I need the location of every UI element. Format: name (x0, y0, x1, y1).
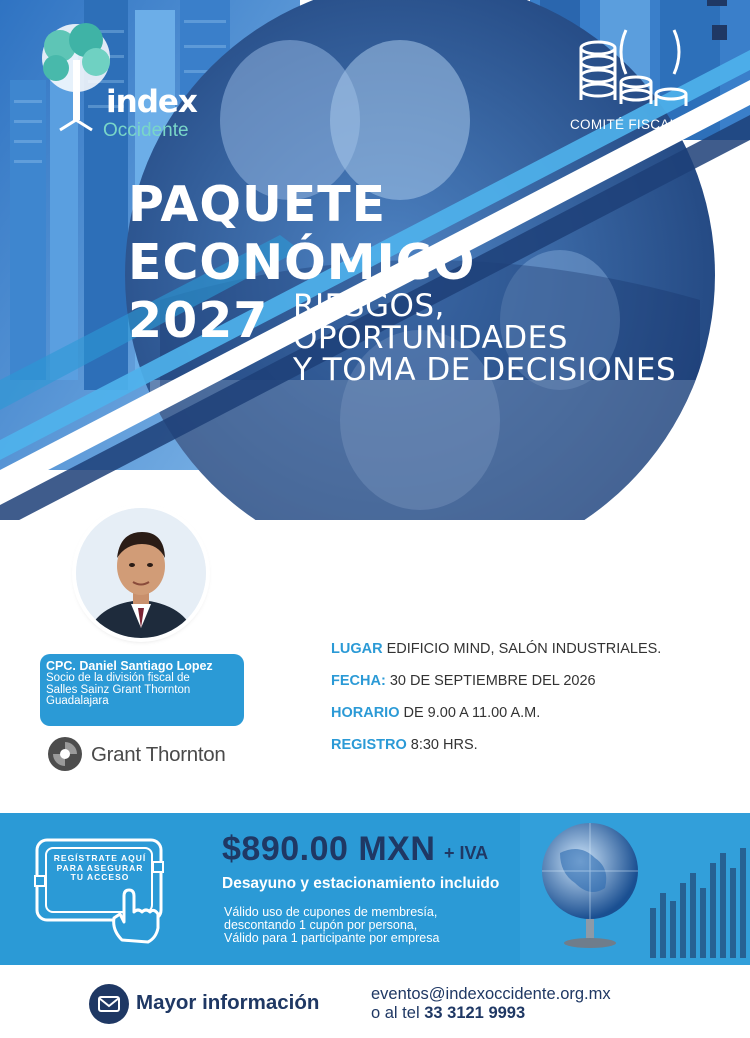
register-badge-line: TU ACCESO (70, 872, 130, 882)
register-badge-line: PARA ASEGURAR (56, 862, 144, 873)
detail-label: FECHA: (331, 673, 386, 689)
speaker-desc-line: Socio de la división fiscal de (46, 672, 190, 684)
sponsor-name: Grant Thornton (91, 743, 226, 766)
price-amount: $890.00 MXN (222, 830, 436, 868)
title-line-2: ECONÓMICO (128, 234, 476, 291)
speaker-desc-line: Salles Sainz Grant Thornton (46, 683, 191, 696)
register-badge-line: REGÍSTRATE AQUÍ (53, 853, 147, 863)
occidente-logo-text: Occidente (103, 120, 189, 141)
more-info-heading: Mayor información (136, 991, 320, 1014)
grant-thornton-logo-icon (47, 736, 83, 772)
detail-value: EDIFICIO MIND, SALÓN INDUSTRIALES. (386, 641, 662, 657)
detail-value: DE 9.00 A 11.00 A.M. (403, 705, 541, 721)
included-text: Desayuno y estacionamiento incluido (222, 875, 500, 892)
coupon-note-line: descontando 1 cupón por persona, (224, 918, 418, 932)
detail-label: HORARIO (331, 705, 400, 721)
speaker-description (46, 673, 244, 708)
globe-chart-image (520, 813, 750, 965)
speaker-name: CPC. Daniel Santiago Lopez (46, 659, 213, 673)
speaker-desc-line: Guadalajara (46, 695, 109, 707)
speaker-avatar (76, 508, 206, 638)
detail-value: 8:30 HRS. (410, 737, 478, 753)
coupon-note-line: Válido uso de cupones de membresía, (224, 905, 438, 919)
committee-label: COMITÉ FISCAL (570, 117, 678, 132)
title-line-1: PAQUETE (128, 176, 387, 233)
register-badge[interactable] (34, 832, 174, 944)
coupon-notes (224, 906, 439, 945)
speaker-card (40, 654, 244, 726)
detail-schedule (331, 705, 540, 721)
detail-label: LUGAR (331, 641, 383, 657)
detail-date (331, 673, 596, 689)
contact-phone-link[interactable]: 33 3121 9993 (424, 1004, 526, 1022)
subtitle-line-2: OPORTUNIDADES (293, 320, 568, 356)
subtitle-line-3: Y TOMA DE DECISIONES (293, 352, 677, 388)
subtitle-line-1: RIESGOS, (293, 288, 445, 324)
contact-phone-line (371, 1004, 525, 1023)
contact-email-link[interactable]: eventos@indexoccidente.org.mx (371, 985, 611, 1003)
detail-value: 30 DE SEPTIEMBRE DEL 2026 (389, 673, 596, 689)
detail-registration (331, 737, 478, 753)
register-badge-text[interactable] (46, 854, 154, 883)
phone-prefix: o al tel (371, 1004, 420, 1022)
mail-icon[interactable] (89, 984, 129, 1024)
coupon-note-line: Válido para 1 participante por empresa (224, 931, 440, 945)
detail-location (331, 641, 661, 657)
detail-label: REGISTRO (331, 737, 407, 753)
index-logo-text: index (106, 84, 197, 120)
price-tax: + IVA (444, 843, 489, 863)
title-year: 2027 (128, 292, 269, 349)
